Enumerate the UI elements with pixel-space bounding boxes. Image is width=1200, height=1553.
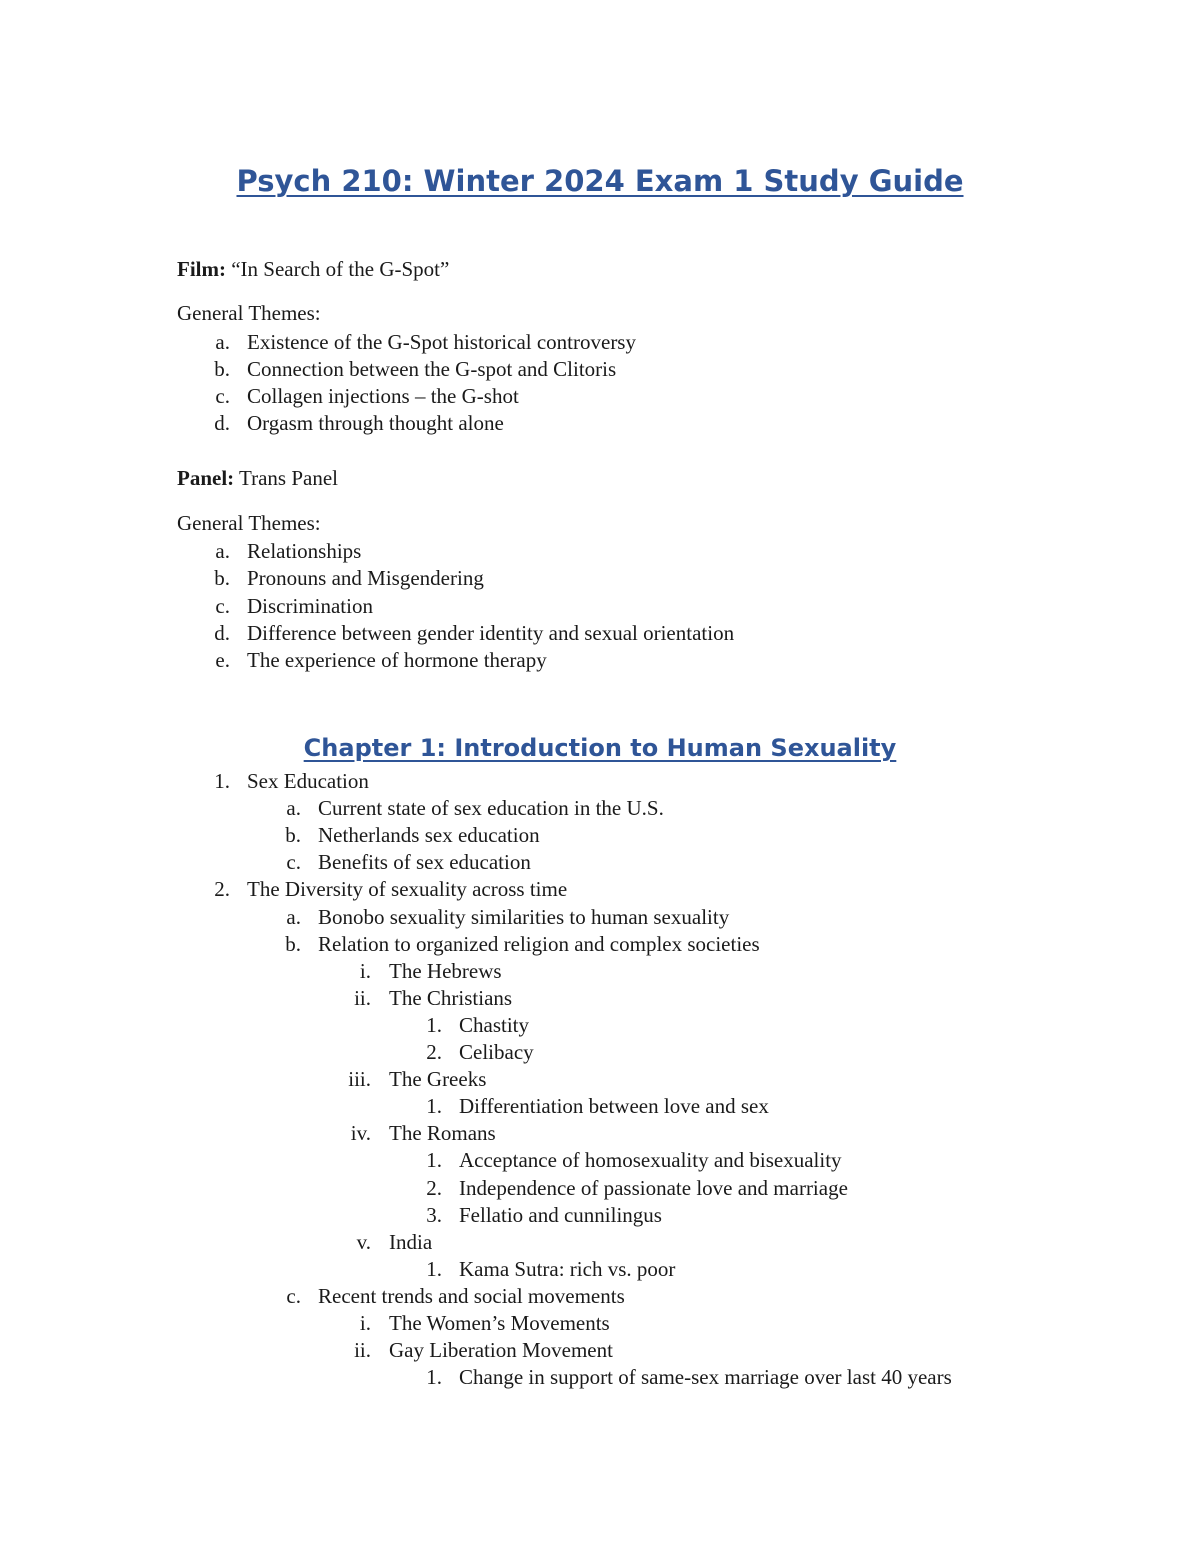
- outline-marker: 1.: [426, 1094, 442, 1118]
- outline-marker: 1.: [426, 1013, 442, 1037]
- outline-marker: b.: [285, 823, 301, 847]
- panel-title: Trans Panel: [239, 466, 339, 490]
- outline-item-text: The Diversity of sexuality across time: [247, 877, 568, 901]
- outline-marker: ii.: [354, 1338, 371, 1362]
- panel-themes-heading: General Themes:: [177, 511, 321, 535]
- outline-marker: a.: [286, 796, 301, 820]
- outline-marker: i.: [359, 959, 371, 983]
- outline-item-text: Change in support of same-sex marriage over last 40 years: [459, 1365, 952, 1389]
- list-marker: a.: [215, 330, 230, 354]
- outline-item-text: Relation to organized religion and complex societies: [318, 932, 760, 956]
- outline-marker: b.: [285, 932, 301, 956]
- list-marker: a.: [215, 539, 230, 563]
- outline-marker: 3.: [426, 1203, 442, 1227]
- panel-line: [177, 465, 338, 492]
- outline-item-text: Current state of sex education in the U.S.: [318, 796, 664, 820]
- list-item-text: Discrimination: [247, 594, 373, 618]
- outline-item-text: Celibacy: [459, 1040, 534, 1064]
- chapter-1-title: Chapter 1: Introduction to Human Sexuality: [303, 734, 897, 762]
- outline-marker: c.: [286, 850, 301, 874]
- film-themes-heading: General Themes:: [177, 301, 321, 325]
- outline-marker: 1.: [426, 1365, 442, 1389]
- outline-item-text: Recent trends and social movements: [318, 1284, 625, 1308]
- list-marker: c.: [215, 384, 230, 408]
- outline-marker: iv.: [350, 1121, 371, 1145]
- outline-marker: 1.: [426, 1257, 442, 1281]
- list-item-text: Orgasm through thought alone: [247, 411, 504, 435]
- outline-item-text: The Women’s Movements: [389, 1311, 610, 1335]
- outline-item-text: Kama Sutra: rich vs. poor: [459, 1257, 676, 1281]
- outline-marker: v.: [356, 1230, 371, 1254]
- list-item-text: Connection between the G-spot and Clitoris: [247, 357, 617, 381]
- list-marker: d.: [214, 411, 230, 435]
- list-item-text: The experience of hormone therapy: [247, 648, 547, 672]
- outline-marker: 1.: [214, 769, 230, 793]
- outline-item-text: The Christians: [389, 986, 513, 1010]
- film-title: “In Search of the G-Spot”: [231, 257, 450, 281]
- outline-item-text: Acceptance of homosexuality and bisexuality: [459, 1148, 842, 1172]
- outline-item-text: Gay Liberation Movement: [389, 1338, 613, 1362]
- outline-item-text: Independence of passionate love and marriage: [459, 1176, 848, 1200]
- list-item-text: Difference between gender identity and sexual orientation: [247, 621, 735, 645]
- list-marker: e.: [215, 648, 230, 672]
- list-item-text: Relationships: [247, 539, 362, 563]
- film-label: Film:: [177, 257, 226, 281]
- outline-marker: a.: [286, 905, 301, 929]
- list-item-text: Pronouns and Misgendering: [247, 566, 484, 590]
- outline-marker: 1.: [426, 1148, 442, 1172]
- list-marker: b.: [214, 357, 230, 381]
- list-marker: c.: [215, 594, 230, 618]
- list-item-text: Collagen injections – the G-shot: [247, 384, 519, 408]
- page-title: Psych 210: Winter 2024 Exam 1 Study Guide: [236, 164, 964, 198]
- outline-item-text: Netherlands sex education: [318, 823, 540, 847]
- outline-item-text: Sex Education: [247, 769, 369, 793]
- list-marker: b.: [214, 566, 230, 590]
- outline-marker: 2.: [426, 1176, 442, 1200]
- outline-marker: 2.: [426, 1040, 442, 1064]
- outline-item-text: The Romans: [389, 1121, 496, 1145]
- outline-item-text: Differentiation between love and sex: [459, 1094, 769, 1118]
- outline-item-text: India: [389, 1230, 433, 1254]
- outline-marker: i.: [359, 1311, 371, 1335]
- outline-item-text: Benefits of sex education: [318, 850, 531, 874]
- panel-label: Panel:: [177, 466, 235, 490]
- outline-item-text: The Hebrews: [389, 959, 502, 983]
- outline-marker: c.: [286, 1284, 301, 1308]
- outline-marker: ii.: [354, 986, 371, 1010]
- outline-item-text: Fellatio and cunnilingus: [459, 1203, 662, 1227]
- outline-item-text: Bonobo sexuality similarities to human sexuality: [318, 905, 730, 929]
- outline-marker: iii.: [348, 1067, 371, 1091]
- list-marker: d.: [214, 621, 230, 645]
- outline-item-text: The Greeks: [389, 1067, 487, 1091]
- list-item-text: Existence of the G-Spot historical controversy: [247, 330, 636, 354]
- film-line: [177, 256, 449, 283]
- outline-item-text: Chastity: [459, 1013, 530, 1037]
- outline-marker: 2.: [214, 877, 230, 901]
